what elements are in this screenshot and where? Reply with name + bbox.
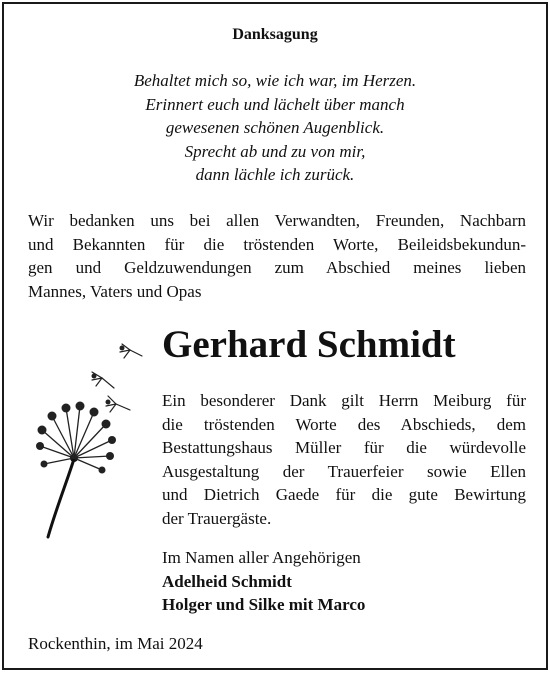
place-date: Rockenthin, im Mai 2024 <box>28 634 203 653</box>
poem-line: Sprecht ab und zu von mir, <box>184 141 366 161</box>
obituary-notice <box>2 2 548 670</box>
poem-line: gewesenen schönen Augenblick. <box>165 118 385 137</box>
signature-intro: Im Namen aller Angehörigen <box>162 548 361 567</box>
thanks-line: Ausgestaltung der Trauerfeier sowie Ellen <box>162 461 526 481</box>
thanks-paragraph <box>162 389 526 530</box>
thanks-line: die tröstenden Worte des Abschieds, dem <box>162 414 526 434</box>
dandelion-icon <box>18 334 158 544</box>
heading: Danksagung <box>232 26 318 43</box>
intro-paragraph <box>28 209 526 303</box>
signature <box>162 546 365 617</box>
intro-line: gen und Geldzuwendungen zum Abschied meines lieben <box>28 258 526 277</box>
signature-family: Holger und Silke mit Marco <box>162 595 366 614</box>
signature-name: Adelheid Schmidt <box>162 571 292 591</box>
intro-line: Mannes, Vaters und Opas <box>28 281 202 301</box>
poem <box>4 69 546 187</box>
poem-line: Erinnert euch und lächelt über manch <box>145 94 405 114</box>
thanks-line: und Dietrich Gaede für die gute Bewirtung <box>162 485 526 504</box>
poem-line: dann lächle ich zurück. <box>195 165 355 184</box>
thanks-line: der Trauergäste. <box>162 508 272 528</box>
intro-line: und Bekannten für die tröstenden Worte, Beileidsbekundun- <box>28 234 526 254</box>
poem-line: Behaltet mich so, wie ich war, im Herzen. <box>133 71 417 90</box>
thanks-line: Ein besonderer Dank gilt Herrn Meiburg für <box>162 391 526 410</box>
thanks-line: Bestattungshaus Müller für die würdevolle <box>162 438 526 457</box>
intro-line: Wir bedanken uns bei allen Verwandten, Freunden, Nachbarn <box>28 211 526 230</box>
deceased-name: Gerhard Schmidt <box>162 323 456 366</box>
